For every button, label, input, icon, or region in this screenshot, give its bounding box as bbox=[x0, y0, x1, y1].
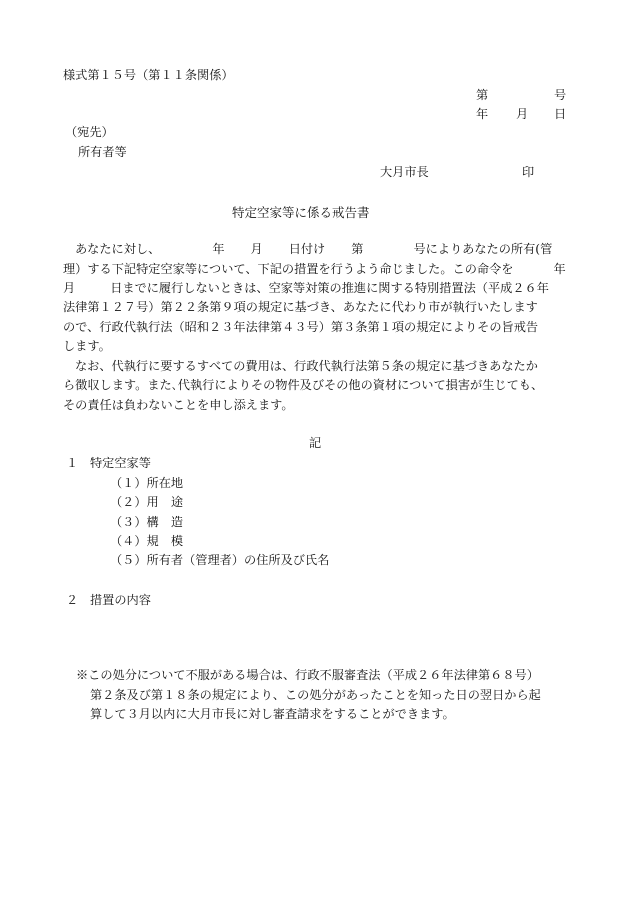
ki-heading: 記 bbox=[309, 436, 322, 450]
appeal-note-line: ※この処分について不服がある場合は、行政不服審査法（平成２６年法律第６８号） bbox=[76, 668, 539, 682]
section-item: （３）構 造 bbox=[110, 515, 184, 529]
blank-month-label: 月 bbox=[63, 281, 76, 295]
document-number-suffix: 号 bbox=[554, 88, 567, 102]
body-text: なお、代執行に要するすべての費用は、行政代執行法第５条の規定に基づきあなたか bbox=[75, 359, 538, 373]
document-title: 特定空家等に係る戒告書 bbox=[232, 205, 370, 220]
body-text: 理）する下記特定空家等について、下記の措置を行うよう命じました。この命令を bbox=[63, 262, 514, 276]
section-item: （１）所在地 bbox=[110, 476, 184, 490]
blank-year-label: 年 bbox=[212, 242, 225, 256]
section-heading: 措置の内容 bbox=[90, 593, 151, 607]
section-item: （４）規 模 bbox=[110, 534, 184, 548]
addressee-name: 所有者等 bbox=[78, 145, 127, 159]
body-line: します。 bbox=[63, 339, 111, 353]
section-number: １ bbox=[66, 456, 79, 470]
body-text: あなたに対し、 bbox=[75, 242, 161, 256]
body-line bbox=[63, 240, 552, 257]
section-item: （２）用 途 bbox=[110, 495, 184, 509]
body-line bbox=[63, 357, 538, 374]
blank-date-label: 日付け bbox=[288, 242, 326, 256]
blank-year-label: 年 bbox=[553, 262, 566, 276]
document-number-prefix: 第 bbox=[476, 88, 489, 102]
blank-number-prefix: 第 bbox=[351, 242, 364, 256]
section-item: （５）所有者（管理者）の住所及び氏名 bbox=[110, 553, 330, 567]
addressee-label: （宛先） bbox=[65, 125, 114, 139]
body-line: ので、行政代執行法（昭和２３年法律第４３号）第３条第１項の規定によりその旨戒告 bbox=[63, 320, 539, 334]
issuer-seal: 印 bbox=[522, 165, 535, 179]
body-line bbox=[63, 260, 566, 277]
blank-month-label: 月 bbox=[250, 242, 263, 256]
body-line: ら徴収します。また､代執行によりその物件及びその他の資材について損害が生じても、 bbox=[63, 378, 544, 392]
date-day-label: 日 bbox=[554, 107, 567, 121]
date-year-label: 年 bbox=[476, 107, 489, 121]
appeal-note-line: 算して３月以内に大月市長に対し審査請求をすることができます。 bbox=[90, 707, 455, 721]
issuer-name: 大月市長 bbox=[380, 165, 429, 179]
body-line: その責任は負わないことを申し添えます。 bbox=[63, 398, 294, 412]
form-number: 様式第１５号（第１１条関係） bbox=[63, 68, 234, 82]
appeal-note-line: 第２条及び第１８条の規定により、この処分があったことを知った日の翌日から起 bbox=[90, 688, 541, 702]
body-text: 日までに履行しないときは、空家等対策の推進に関する特別措置法（平成２６年 bbox=[110, 281, 549, 295]
body-text: 号によりあなたの所有(管 bbox=[413, 242, 553, 256]
section-number: ２ bbox=[66, 593, 79, 607]
body-line: 法律第１２７号）第２２条第９項の規定に基づき、あなたに代わり市が執行いたします bbox=[63, 300, 538, 314]
section-heading: 特定空家等 bbox=[90, 456, 151, 470]
date-month-label: 月 bbox=[516, 107, 529, 121]
body-line bbox=[63, 279, 549, 296]
